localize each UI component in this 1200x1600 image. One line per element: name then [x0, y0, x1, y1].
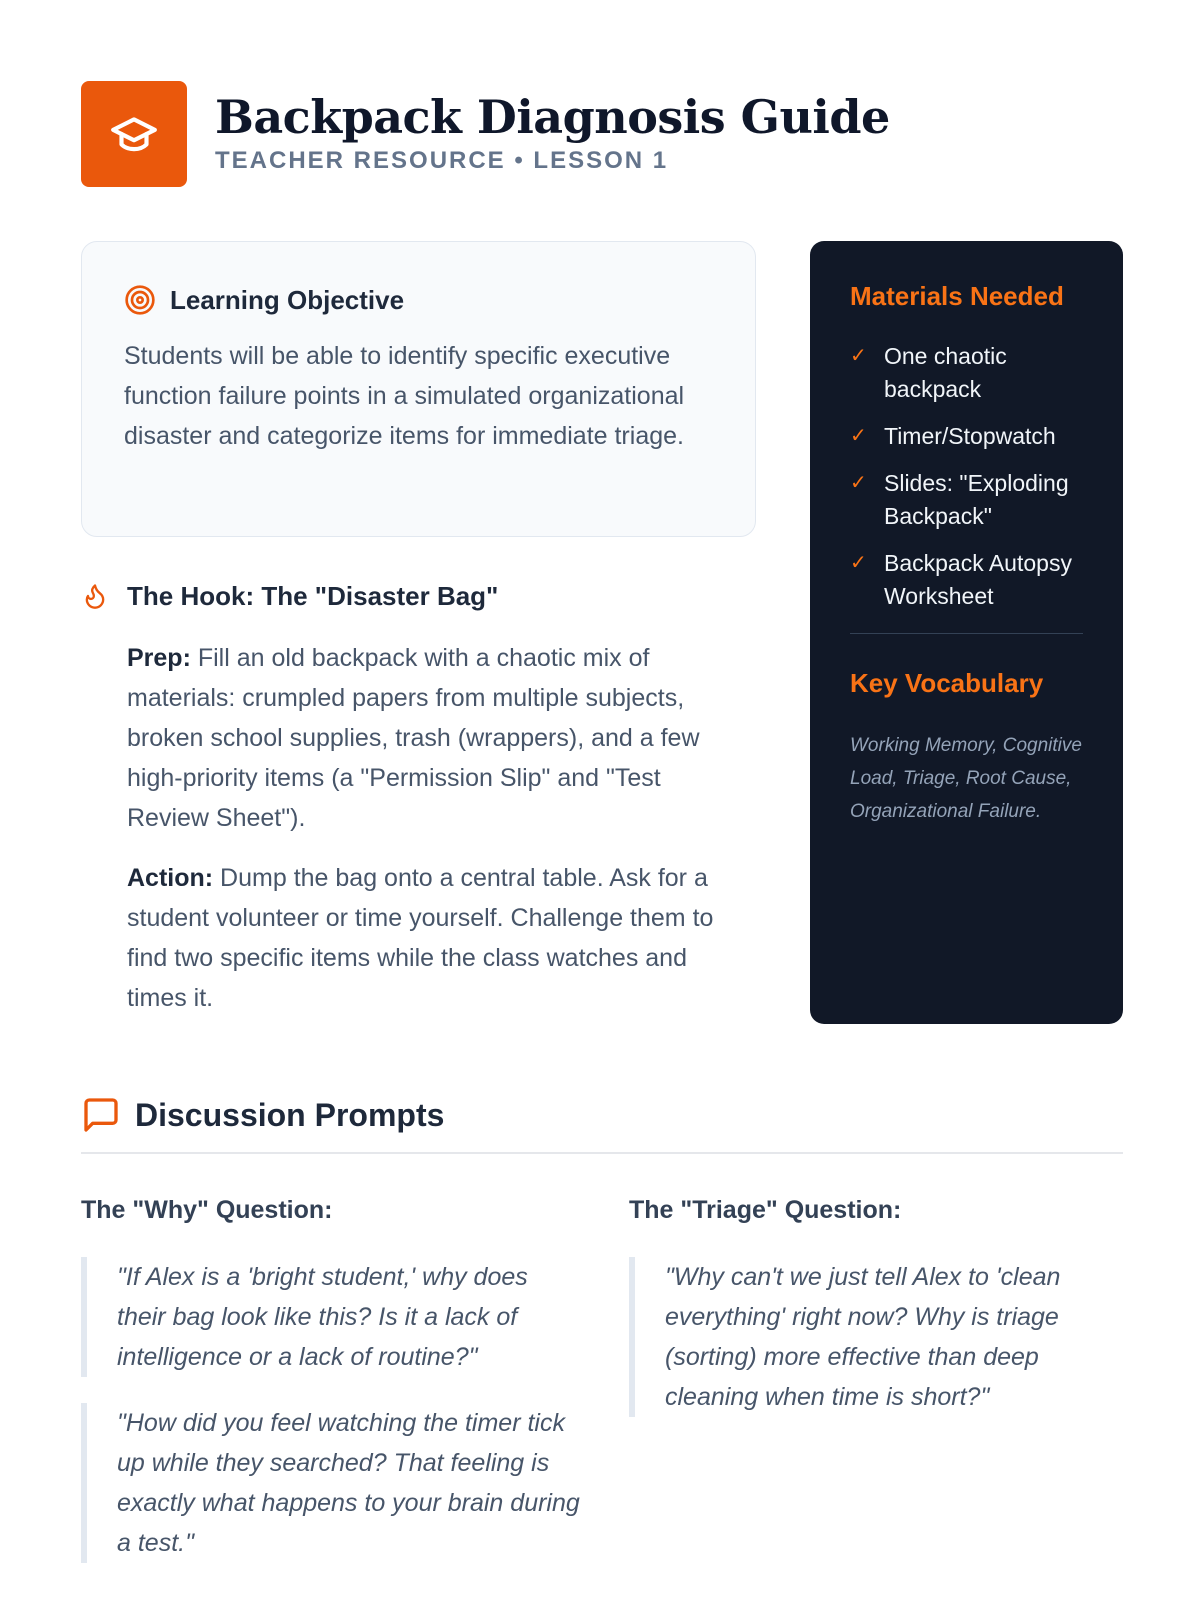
hook-section: [81, 580, 741, 1038]
page-subtitle: TEACHER RESOURCE • LESSON 1: [215, 147, 669, 175]
graduation-cap-icon: [109, 109, 159, 159]
material-label: Backpack Autopsy Worksheet: [884, 550, 1072, 609]
why-question-title: The "Why" Question:: [81, 1196, 333, 1224]
section-divider: [81, 1152, 1123, 1154]
prompt-quote: "How did you feel watching the timer tick up while they searched? That feeling is exactly what happens to your brain during a test.": [81, 1403, 581, 1563]
sidebar-divider: [850, 633, 1083, 634]
prompt-quote: "If Alex is a 'bright student,' why does their bag look like this? Is it a lack of intelligence or a lack of routine?": [81, 1257, 581, 1377]
triage-question-title: The "Triage" Question:: [629, 1196, 902, 1224]
list-item: [850, 467, 1083, 533]
message-square-icon: [81, 1095, 121, 1135]
hook-title: The Hook: The "Disaster Bag": [127, 580, 499, 611]
materials-title: Materials Needed: [850, 281, 1064, 311]
prep-text: Fill an old backpack with a chaotic mix of materials: crumpled papers from multiple subjects, broken school supplies, trash (wrappers), and a few high-priority items (a "Permission Slip" and "Test Review Sheet").: [127, 644, 700, 832]
target-icon: [124, 284, 156, 316]
action-label: Action:: [127, 864, 214, 892]
check-icon: ✓: [850, 552, 867, 574]
hook-body: [127, 638, 741, 1018]
hook-action: [127, 858, 741, 1018]
materials-list: [850, 340, 1083, 613]
hook-header: [81, 580, 741, 612]
objective-title: Learning Objective: [170, 284, 405, 315]
logo-badge: [81, 81, 187, 187]
flame-icon: [81, 580, 109, 612]
objective-text: Students will be able to identify specific executive function failure points in a simulated organizational disaster and categorize items for immediate triage.: [124, 342, 685, 450]
check-icon: ✓: [850, 425, 867, 447]
material-label: Slides: "Exploding Backpack": [884, 470, 1069, 529]
hook-prep: [127, 638, 741, 838]
materials-sidebar: [810, 241, 1123, 1024]
check-icon: ✓: [850, 345, 867, 367]
prep-label: Prep:: [127, 644, 191, 672]
page-header: [81, 81, 890, 187]
learning-objective-card: [81, 241, 756, 537]
material-label: One chaotic backpack: [884, 343, 1007, 402]
objective-header: [124, 284, 713, 316]
vocab-title: Key Vocabulary: [850, 668, 1044, 698]
page-title: Backpack Diagnosis Guide: [215, 89, 890, 144]
why-question-column: [81, 1196, 581, 1563]
material-label: Timer/Stopwatch: [884, 423, 1056, 449]
action-text: Dump the bag onto a central table. Ask for a student volunteer or time yourself. Challenge them to find two specific items while the class watches and times it.: [127, 864, 714, 1012]
check-icon: ✓: [850, 472, 867, 494]
prompt-quote: "Why can't we just tell Alex to 'clean everything' right now? Why is triage (sorting) more effective than deep cleaning when time is short?": [629, 1257, 1129, 1417]
title-block: [215, 89, 890, 175]
list-item: [850, 547, 1083, 613]
vocab-text: Working Memory, Cognitive Load, Triage, Root Cause, Organizational Failure.: [850, 735, 1082, 822]
discussion-header: [81, 1095, 444, 1135]
list-item: [850, 340, 1083, 406]
discussion-title: Discussion Prompts: [135, 1096, 445, 1133]
list-item: [850, 420, 1083, 453]
triage-question-column: [629, 1196, 1129, 1417]
